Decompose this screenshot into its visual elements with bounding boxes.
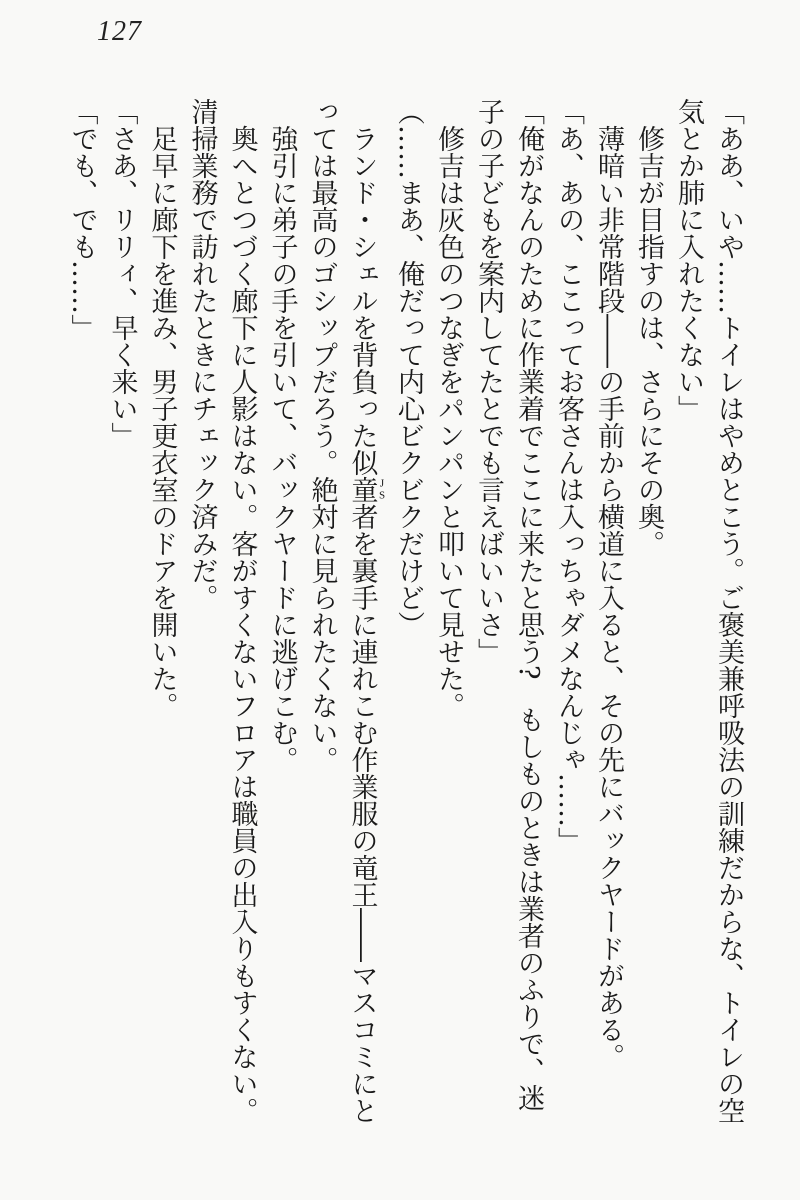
text-line: 奥へとつづく廊下に人影はない。客がすくないフロアは職員の出入りもすくない。	[226, 125, 258, 1124]
text-line: 気とか肺に入れたくない」	[673, 98, 704, 422]
text-line: 修吉は灰色のつなぎをパンパンと叩いて見せた。	[433, 125, 464, 719]
text-line: 薄暗い非常階段――の手前から横道に入ると、その先にバックヤードがある。	[593, 125, 624, 1070]
text-line: 「俺がなんのために作業着でここに来たと思う? もしものときは業者のふりで、迷	[513, 98, 544, 1112]
text-line: 子の子どもを案内してたとでも言えばいいさ」	[473, 98, 504, 665]
text-line: 「あ、あの、ここってお客さんは入っちゃダメなんじゃ……」	[553, 98, 584, 854]
text-line: 「でも、でも……」	[66, 98, 98, 341]
text-line: 足早に廊下を進み、男子更衣室のドアを開いた。	[146, 125, 178, 719]
text-line: 「ああ、いや……トイレはやめとこう。ご褒美兼呼吸法の訓練だからな、トイレの空	[713, 98, 744, 1124]
ruby-annotated-word: 似童者JS	[346, 449, 388, 530]
text-line: 「さあ、リリィ、早く来い」	[106, 98, 138, 449]
text-line: ランド・シェルを背負った似童者JSを裏手に連れこむ作業服の竜王――マスコミにと	[346, 125, 388, 1124]
text-line: っては最高のゴシップだろう。絶対に見られたくない。	[306, 98, 338, 773]
text-line: 強引に弟子の手を引いて、バックヤードに逃げこむ。	[266, 125, 298, 773]
ruby-text: JS	[376, 449, 388, 530]
text-block	[62, 98, 749, 1138]
text-line: 清掃業務で訪れたときにチェック済みだ。	[186, 98, 218, 611]
page-number: 127	[97, 16, 142, 47]
text-line: （……まあ、俺だって内心ビクビクだけど）	[393, 98, 424, 638]
text-line: 修吉が目指すのは、さらにその奥。	[633, 125, 664, 557]
